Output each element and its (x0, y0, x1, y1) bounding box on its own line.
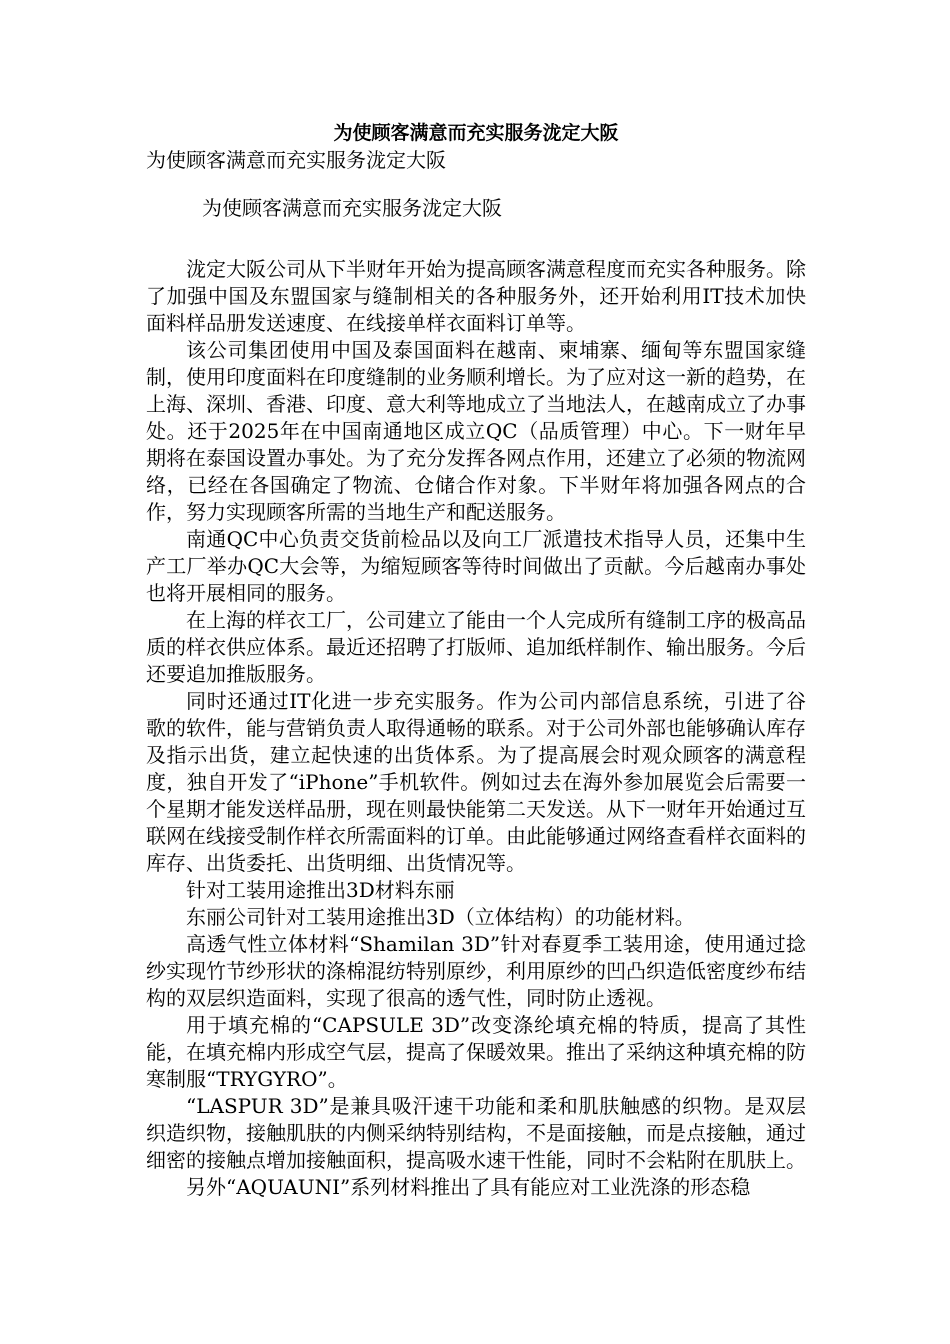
paragraph: 泷定大阪公司从下半财年开始为提高顾客满意程度而充实各种服务。除了加强中国及东盟国家与缝制相关的各种服务外，还开始利用IT技术加快面料样品册发送速度、在线接单样衣面料订单等。 (146, 257, 806, 335)
paragraph: 用于填充棉的“CAPSULE 3D”改变涤纶填充棉的特质，提高了其性能，在填充棉内形成空气层，提高了保暖效果。推出了采纳这种填充棉的防寒制服“TRYGYRO”。 (146, 1013, 806, 1091)
paragraph: 同时还通过IT化进一步充实服务。作为公司内部信息系统，引进了谷歌的软件，能与营销负责人取得通畅的联系。对于公司外部也能够确认库存及指示出货，建立起快速的出货体系。为了提高展会时观众顾客的满意程度，独自开发了“iPhone”手机软件。例如过去在海外参加展览会后需要一个星期才能发送样品册，现在则最快能第二天发送。从下一财年开始通过互联网在线接受制作样衣所需面料的订单。由此能够通过网络查看样衣面料的库存、出货委托、出货明细、出货情况等。 (146, 689, 806, 875)
paragraph: 东丽公司针对工装用途推出3D（立体结构）的功能材料。 (186, 905, 695, 929)
section-heading: 为使顾客满意而充实服务泷定大阪 (202, 196, 502, 220)
document-title: 为使顾客满意而充实服务泷定大阪 (333, 122, 619, 144)
body-text (146, 256, 806, 1201)
article-subheading: 针对工装用途推出3D材料东丽 (186, 878, 455, 902)
paragraph: 南通QC中心负责交货前检品以及向工厂派遣技术指导人员，还集中生产工厂举办QC大会等，为缩短顾客等待时间做出了贡献。今后越南办事处也将开展相同的服务。 (146, 527, 806, 605)
document-subtitle: 为使顾客满意而充实服务泷定大阪 (146, 148, 446, 172)
paragraph: 该公司集团使用中国及泰国面料在越南、柬埔寨、缅甸等东盟国家缝制，使用印度面料在印度缝制的业务顺利增长。为了应对这一新的趋势，在上海、深圳、香港、印度、意大利等地成立了当地法人，在越南成立了办事处。还于2025年在中国南通地区成立QC（品质管理）中心。下一财年早期将在泰国设置办事处。为了充分发挥各网点作用，还建立了必须的物流网络，已经在各国确定了物流、仓储合作对象。下半财年将加强各网点的合作，努力实现顾客所需的当地生产和配送服务。 (146, 338, 806, 524)
paragraph: 在上海的样衣工厂，公司建立了能由一个人完成所有缝制工序的极高品质的样衣供应体系。最近还招聘了打版师、追加纸样制作、输出服务。今后还要追加推版服务。 (146, 608, 806, 686)
paragraph: 另外“AQUAUNI”系列材料推出了具有能应对工业洗涤的形态稳 (186, 1175, 751, 1199)
paragraph: 高透气性立体材料“Shamilan 3D”针对春夏季工装用途，使用通过捻纱实现竹节纱形状的涤棉混纺特别原纱，利用原纱的凹凸织造低密度纱布结构的双层织造面料，实现了很高的透气性，同时防止透视。 (146, 932, 806, 1010)
document-content (146, 120, 806, 1201)
paragraph: “LASPUR 3D”是兼具吸汗速干功能和柔和肌肤触感的织物。是双层织造织物，接触肌肤的内侧采纳特别结构，不是面接触，而是点接触，通过细密的接触点增加接触面积，提高吸水速干性能，同时不会粘附在肌肤上。 (146, 1094, 806, 1172)
